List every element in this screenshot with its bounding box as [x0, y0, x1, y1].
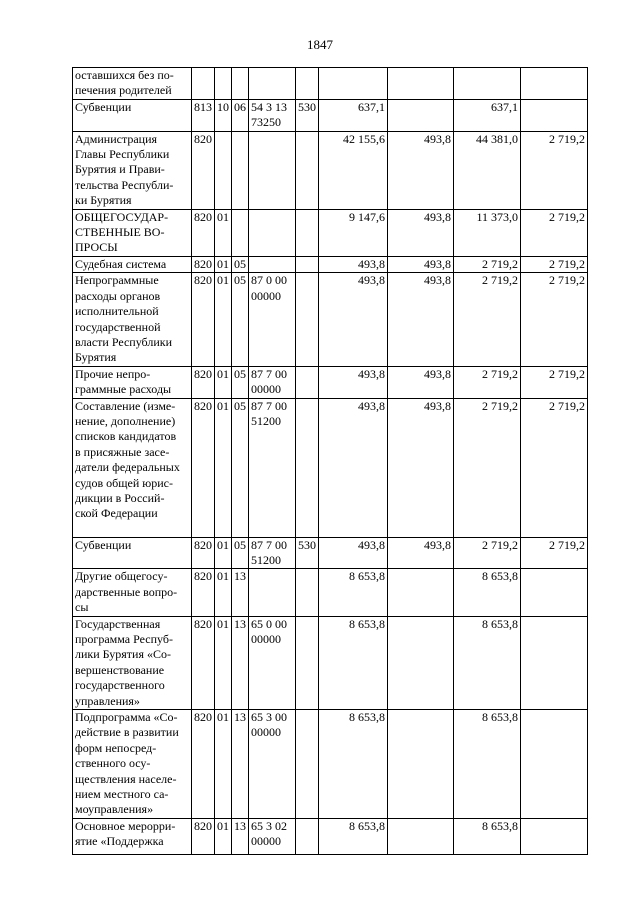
cell-pr: 05: [232, 537, 249, 569]
cell-sum-2: 493,8: [388, 131, 454, 209]
cell-vr: 530: [296, 99, 319, 131]
cell-ved: 820: [192, 209, 215, 256]
cell-sum-1: [319, 68, 388, 100]
row-name: Составление (изме- нение, дополнение) списков кандидатов в присяжные засе- датели федеральных судов общей юрис- дикции в Россий- ской Федерации: [73, 398, 192, 537]
cell-pr: 13: [232, 569, 249, 616]
cell-sum-3: 637,1: [454, 99, 521, 131]
cell-ved: 820: [192, 273, 215, 366]
table-row: [73, 818, 588, 854]
cell-csr: 87 0 00 00000: [249, 273, 296, 366]
cell-sum-4: [521, 68, 588, 100]
cell-sum-3: 2 719,2: [454, 537, 521, 569]
cell-sum-1: 42 155,6: [319, 131, 388, 209]
table-row: [73, 131, 588, 209]
cell-rz: 01: [215, 366, 232, 398]
cell-pr: 13: [232, 616, 249, 709]
cell-sum-2: 493,8: [388, 209, 454, 256]
cell-sum-2: [388, 99, 454, 131]
cell-csr: 65 3 00 00000: [249, 710, 296, 819]
cell-vr: [296, 569, 319, 616]
row-name: Прочие непро- граммные расходы: [73, 366, 192, 398]
cell-rz: 01: [215, 256, 232, 272]
cell-csr: [249, 68, 296, 100]
table-row: [73, 710, 588, 819]
cell-sum-1: 493,8: [319, 537, 388, 569]
cell-vr: [296, 398, 319, 537]
page-number: 1847: [307, 37, 333, 52]
cell-sum-3: 2 719,2: [454, 273, 521, 366]
cell-sum-3: 2 719,2: [454, 366, 521, 398]
table-row: [73, 273, 588, 366]
cell-csr: 87 7 00 00000: [249, 366, 296, 398]
cell-vr: [296, 818, 319, 854]
cell-csr: 65 0 00 00000: [249, 616, 296, 709]
cell-sum-3: 2 719,2: [454, 256, 521, 272]
cell-sum-2: [388, 818, 454, 854]
cell-sum-2: [388, 616, 454, 709]
table-row: [73, 616, 588, 709]
cell-pr: 05: [232, 398, 249, 537]
cell-ved: 820: [192, 398, 215, 537]
cell-sum-3: [454, 68, 521, 100]
row-name: Государственная программа Респуб- лики Бурятия «Со- вершенствование государственного управления»: [73, 616, 192, 709]
cell-sum-1: 8 653,8: [319, 818, 388, 854]
row-name: Судебная система: [73, 256, 192, 272]
cell-rz: 01: [215, 569, 232, 616]
cell-ved: 820: [192, 256, 215, 272]
cell-csr: 54 3 13 73250: [249, 99, 296, 131]
cell-sum-3: 11 373,0: [454, 209, 521, 256]
cell-sum-2: [388, 569, 454, 616]
cell-vr: [296, 273, 319, 366]
table-row: [73, 537, 588, 569]
cell-sum-1: 9 147,6: [319, 209, 388, 256]
cell-vr: [296, 710, 319, 819]
table-row: [73, 256, 588, 272]
row-name: Администрация Главы Республики Бурятия и Прави- тельства Республи- ки Бурятия: [73, 131, 192, 209]
cell-rz: 01: [215, 616, 232, 709]
table-row: [73, 569, 588, 616]
cell-rz: [215, 68, 232, 100]
cell-sum-2: 493,8: [388, 256, 454, 272]
cell-sum-2: 493,8: [388, 398, 454, 537]
cell-ved: 820: [192, 569, 215, 616]
cell-vr: [296, 366, 319, 398]
row-name: ОБЩЕГОСУДАР- СТВЕННЫЕ ВО- ПРОСЫ: [73, 209, 192, 256]
cell-sum-4: 2 719,2: [521, 273, 588, 366]
table-row: [73, 68, 588, 100]
cell-sum-4: [521, 710, 588, 819]
cell-sum-3: 8 653,8: [454, 616, 521, 709]
cell-sum-4: 2 719,2: [521, 366, 588, 398]
cell-rz: 01: [215, 818, 232, 854]
cell-pr: 13: [232, 710, 249, 819]
row-name: Подпрограмма «Со- действие в развитии форм непосред- ственного осу- ществления населе- нием местного са- моуправления»: [73, 710, 192, 819]
cell-csr: [249, 131, 296, 209]
row-name: Другие общегосу- дарственные вопро- сы: [73, 569, 192, 616]
table-row: [73, 209, 588, 256]
cell-rz: 01: [215, 537, 232, 569]
cell-sum-4: 2 719,2: [521, 131, 588, 209]
cell-csr: [249, 256, 296, 272]
cell-sum-2: 493,8: [388, 273, 454, 366]
row-name: Субвенции: [73, 537, 192, 569]
cell-ved: 813: [192, 99, 215, 131]
table-row: [73, 99, 588, 131]
cell-csr: 87 7 00 51200: [249, 537, 296, 569]
cell-sum-1: 637,1: [319, 99, 388, 131]
cell-sum-1: 493,8: [319, 256, 388, 272]
cell-sum-2: 493,8: [388, 366, 454, 398]
cell-pr: 05: [232, 256, 249, 272]
cell-sum-4: 2 719,2: [521, 537, 588, 569]
cell-sum-2: 493,8: [388, 537, 454, 569]
cell-sum-1: 493,8: [319, 366, 388, 398]
cell-sum-4: 2 719,2: [521, 256, 588, 272]
cell-vr: [296, 209, 319, 256]
cell-pr: [232, 68, 249, 100]
budget-table: [72, 67, 588, 855]
cell-pr: 05: [232, 273, 249, 366]
cell-rz: 01: [215, 273, 232, 366]
cell-sum-3: 8 653,8: [454, 818, 521, 854]
cell-csr: 65 3 02 00000: [249, 818, 296, 854]
cell-ved: [192, 68, 215, 100]
cell-sum-1: 493,8: [319, 398, 388, 537]
cell-vr: [296, 68, 319, 100]
row-name: Основное мероpри- ятие «Поддержка: [73, 818, 192, 854]
cell-sum-4: [521, 616, 588, 709]
cell-vr: [296, 131, 319, 209]
cell-sum-4: [521, 569, 588, 616]
cell-pr: 13: [232, 818, 249, 854]
row-name: Непрограммные расходы органов исполнительной государственной власти Республики Бурятия: [73, 273, 192, 366]
cell-rz: 01: [215, 209, 232, 256]
cell-pr: 05: [232, 366, 249, 398]
cell-rz: 01: [215, 710, 232, 819]
cell-sum-3: 8 653,8: [454, 710, 521, 819]
cell-csr: 87 7 00 51200: [249, 398, 296, 537]
cell-rz: [215, 131, 232, 209]
cell-pr: [232, 131, 249, 209]
cell-sum-1: 8 653,8: [319, 710, 388, 819]
cell-sum-1: 8 653,8: [319, 569, 388, 616]
cell-csr: [249, 569, 296, 616]
cell-ved: 820: [192, 616, 215, 709]
cell-sum-4: [521, 818, 588, 854]
cell-rz: 01: [215, 398, 232, 537]
cell-ved: 820: [192, 710, 215, 819]
cell-sum-4: 2 719,2: [521, 209, 588, 256]
cell-sum-3: 2 719,2: [454, 398, 521, 537]
cell-rz: 10: [215, 99, 232, 131]
cell-sum-4: [521, 99, 588, 131]
row-name: Субвенции: [73, 99, 192, 131]
cell-pr: [232, 209, 249, 256]
cell-ved: 820: [192, 131, 215, 209]
cell-csr: [249, 209, 296, 256]
cell-sum-3: 44 381,0: [454, 131, 521, 209]
row-name: оставшихся без по- печения родителей: [73, 68, 192, 100]
cell-pr: 06: [232, 99, 249, 131]
cell-vr: [296, 256, 319, 272]
cell-ved: 820: [192, 537, 215, 569]
cell-sum-1: 8 653,8: [319, 616, 388, 709]
cell-ved: 820: [192, 366, 215, 398]
cell-sum-2: [388, 710, 454, 819]
table-row: [73, 398, 588, 537]
cell-ved: 820: [192, 818, 215, 854]
cell-sum-2: [388, 68, 454, 100]
cell-vr: 530: [296, 537, 319, 569]
cell-vr: [296, 616, 319, 709]
cell-sum-1: 493,8: [319, 273, 388, 366]
cell-sum-3: 8 653,8: [454, 569, 521, 616]
table-row: [73, 366, 588, 398]
cell-sum-4: 2 719,2: [521, 398, 588, 537]
